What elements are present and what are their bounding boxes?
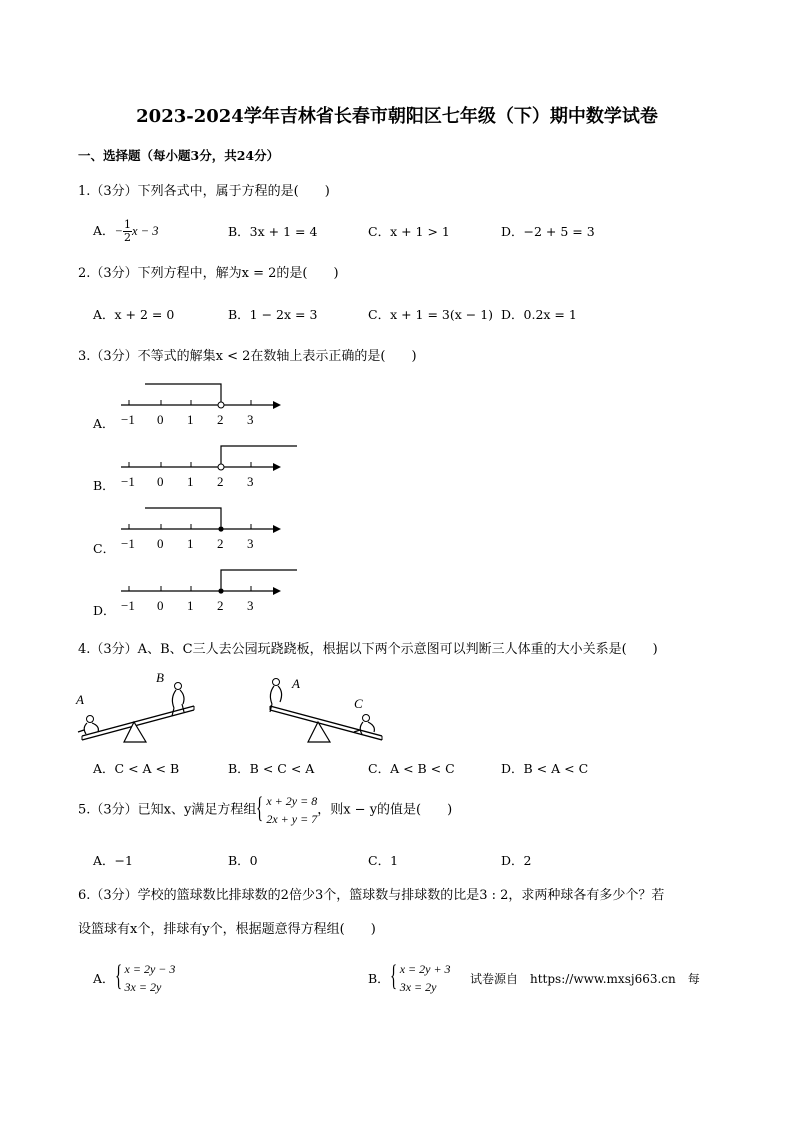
question-6-stem-line1: 6.（3分）学校的篮球数比排球数的2倍少3个，篮球数与排球数的比是3 : 2，求两种球各有多少个？若 <box>78 888 665 903</box>
q1-a-rest: x − 3 <box>131 224 159 238</box>
q4-option-d: D．B < A < C <box>501 761 589 776</box>
fig2-label-a: A <box>292 676 300 691</box>
tick-label: 2 <box>217 412 224 427</box>
q1-a-fraction <box>123 219 132 244</box>
q1-option-d: D．−2 + 5 = 3 <box>501 224 595 239</box>
tick-label: 3 <box>247 474 254 489</box>
q1-a-label: A． <box>93 223 115 238</box>
question-6-stem-line2: 设篮球有x个，排球有y个，根据题意得方程组( ) <box>78 922 376 937</box>
tick-label: −1 <box>121 598 135 613</box>
q2-option-b: B．1 − 2x = 3 <box>228 307 318 322</box>
source-watermark-text: 试卷源自 https://www.mxsj663.cn 每 <box>470 972 700 986</box>
q2-option-c: C．x + 1 = 3(x − 1) <box>368 307 494 322</box>
tick-label: 1 <box>187 536 194 551</box>
tick-label: 2 <box>217 598 224 613</box>
q2-option-d: D．0.2x = 1 <box>501 307 577 322</box>
tick-label: 0 <box>157 474 164 489</box>
question-4-stem: 4.（3分）A、B、C三人去公园玩跷跷板，根据以下两个示意图可以判断三人体重的大小关系是( ) <box>78 642 658 657</box>
q1-a-minus: − <box>114 224 123 238</box>
question-5-stem <box>78 792 452 828</box>
q3-number-line-d <box>115 564 305 616</box>
q6-b-label: B． <box>368 971 390 986</box>
q6-a-eq1: x = 2y − 3 <box>124 962 176 976</box>
tick-label: −1 <box>121 474 135 489</box>
tick-label: 1 <box>187 474 194 489</box>
page-title: 2023-2024学年吉林省长春市朝阳区七年级（下）期中数学试卷 <box>136 106 658 127</box>
question-2-stem: 2.（3分）下列方程中，解为x = 2的是( ) <box>78 266 339 281</box>
q2-option-a: A．x + 2 = 0 <box>93 307 175 322</box>
tick-label: 0 <box>157 412 164 427</box>
q1-a-frac-num: 1 <box>123 218 131 231</box>
q1-option-c: C．x + 1 > 1 <box>368 224 450 239</box>
q6-b-system: { x = 2y + 3 3x = 2y <box>389 959 451 994</box>
tick-label: 3 <box>247 412 254 427</box>
q3-number-line-a <box>115 378 305 430</box>
tick-label: 1 <box>187 412 194 427</box>
q1-option-a <box>93 219 158 244</box>
q6-b-eq1: x = 2y + 3 <box>399 962 451 976</box>
seesaw-figure-1 <box>70 668 210 748</box>
q6-b-eq2: 3x = 2y <box>399 980 437 994</box>
fig1-label-a: A <box>76 692 84 707</box>
q1-option-b: B．3x + 1 = 4 <box>228 224 318 239</box>
q5-stem-post: ，则x − y的值是( ) <box>317 802 453 818</box>
q4-option-b: B．B < C < A <box>228 761 315 776</box>
q6-option-b <box>368 960 451 996</box>
q3-option-a-label: A． <box>93 416 115 431</box>
q6-a-label: A． <box>93 971 115 986</box>
q5-equation-system: { x + 2y = 8 2x + y = 7 <box>256 791 318 826</box>
question-3-stem: 3.（3分）不等式的解集x < 2在数轴上表示正确的是( ) <box>78 349 417 364</box>
q5-option-c: C．1 <box>368 853 399 868</box>
fig1-label-b: B <box>156 670 164 685</box>
tick-label: 2 <box>217 536 224 551</box>
tick-label: 2 <box>217 474 224 489</box>
q6-a-system: { x = 2y − 3 3x = 2y <box>114 959 176 994</box>
q3-number-line-c <box>115 502 305 554</box>
tick-label: 3 <box>247 598 254 613</box>
tick-label: 0 <box>157 598 164 613</box>
q6-option-a <box>93 960 175 996</box>
q5-option-b: B．0 <box>228 853 258 868</box>
tick-label: 3 <box>247 536 254 551</box>
question-1-stem: 1.（3分）下列各式中，属于方程的是( ) <box>78 184 330 199</box>
q1-a-frac-den: 2 <box>123 231 131 244</box>
tick-label: 0 <box>157 536 164 551</box>
tick-label: −1 <box>121 412 135 427</box>
q5-stem-pre: 5.（3分）已知x、y满足方程组 <box>78 802 257 818</box>
tick-label: −1 <box>121 536 135 551</box>
section-heading: 一、选择题（每小题3分，共24分） <box>78 148 280 163</box>
q3-option-c-label: C． <box>93 541 116 556</box>
q6-a-eq2: 3x = 2y <box>124 980 162 994</box>
q5-eq2: 2x + y = 7 <box>266 812 318 826</box>
q4-option-c: C．A < B < C <box>368 761 455 776</box>
q4-option-a: A．C < A < B <box>93 761 180 776</box>
q3-number-line-b <box>115 440 305 492</box>
q3-option-d-label: D． <box>93 603 116 618</box>
q5-eq1: x + 2y = 8 <box>266 794 318 808</box>
q5-option-d: D．2 <box>501 853 532 868</box>
seesaw-figure-2 <box>258 668 398 748</box>
q5-option-a: A．−1 <box>93 853 133 868</box>
tick-label: 1 <box>187 598 194 613</box>
fig2-label-c: C <box>354 696 363 711</box>
q3-option-b-label: B． <box>93 478 115 493</box>
